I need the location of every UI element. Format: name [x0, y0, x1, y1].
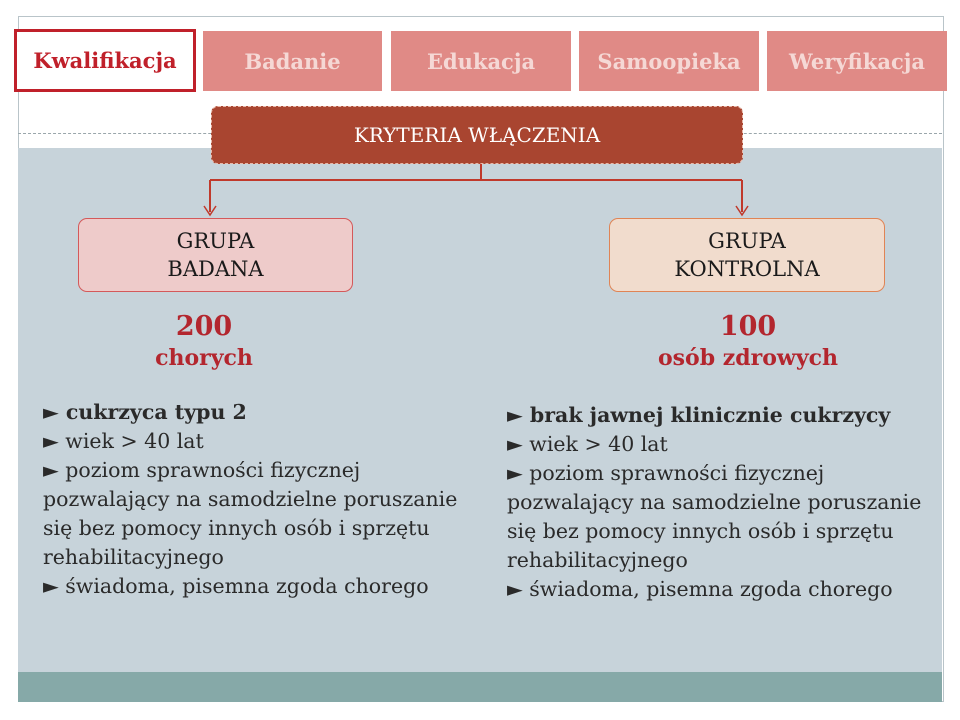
study-group-title-line1: GRUPA [176, 229, 255, 253]
list-item: pozwalający na samodzielne poruszanie [43, 487, 458, 511]
study-group-box [78, 218, 353, 292]
list-item: ► świadoma, pisemna zgoda chorego [43, 574, 429, 598]
control-group-criteria [507, 401, 921, 604]
study-group-count-number: 200 [175, 311, 233, 342]
control-group-count-number: 100 [719, 311, 777, 342]
tab-samoopieka[interactable]: Samoopieka [579, 31, 759, 91]
footer-bar [18, 672, 942, 702]
tab-kwalifikacja[interactable]: Kwalifikacja [14, 29, 196, 92]
tab-weryfikacja[interactable]: Weryfikacja [767, 31, 947, 91]
list-item: ► świadoma, pisemna zgoda chorego [507, 577, 893, 601]
list-item: ► cukrzyca typu 2 [43, 400, 247, 424]
control-group-title-line2: KONTROLNA [674, 257, 820, 281]
control-group-count-unit: osób zdrowych [657, 345, 839, 371]
list-item: się bez pomocy innych osób i sprzętu [43, 516, 430, 540]
tab-edukacja[interactable]: Edukacja [391, 31, 571, 91]
study-group-count-unit: chorych [155, 345, 253, 371]
study-group-title-line2: BADANA [167, 257, 264, 281]
tab-badanie[interactable]: Badanie [203, 31, 382, 91]
list-item: rehabilitacyjnego [507, 548, 688, 572]
list-item: ► poziom sprawności fizycznej [507, 461, 825, 485]
list-item: ► poziom sprawności fizycznej [43, 458, 361, 482]
inclusion-criteria-box [211, 106, 743, 164]
study-group-count [104, 311, 304, 373]
study-group-criteria [43, 398, 457, 601]
list-item: ► wiek > 40 lat [507, 432, 668, 456]
list-item: się bez pomocy innych osób i sprzętu [507, 519, 894, 543]
control-group-title-line1: GRUPA [708, 229, 786, 253]
list-item: rehabilitacyjnego [43, 545, 224, 569]
inclusion-criteria-label: KRYTERIA WŁĄCZENIA [353, 123, 601, 147]
control-group-box [609, 218, 885, 292]
list-item: pozwalający na samodzielne poruszanie [507, 490, 922, 514]
list-item: ► brak jawnej klinicznie cukrzycy [507, 403, 891, 427]
control-group-count [618, 311, 878, 373]
list-item: ► wiek > 40 lat [43, 429, 204, 453]
